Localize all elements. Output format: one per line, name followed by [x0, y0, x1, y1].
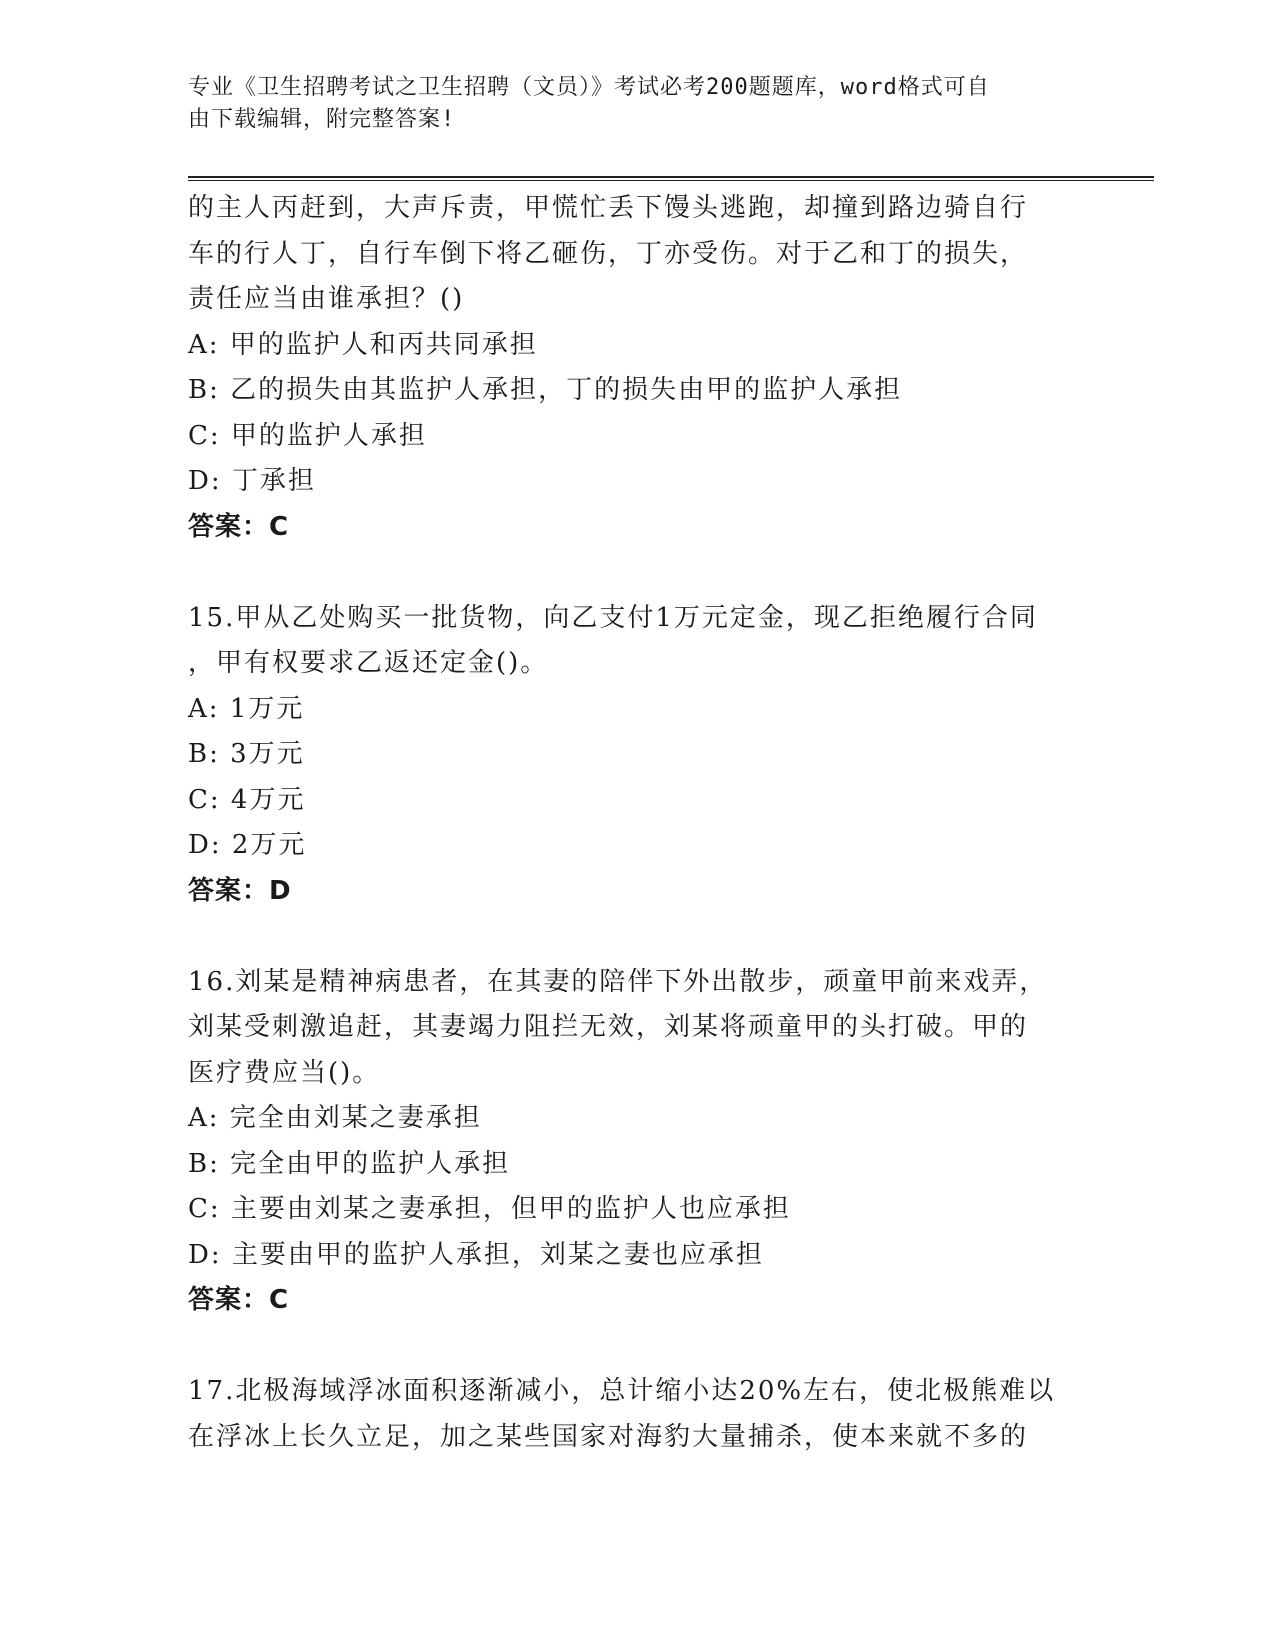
option-d: D: 主要由甲的监护人承担，刘某之妻也应承担	[188, 1239, 764, 1270]
option-b: B: 3万元	[188, 739, 305, 769]
question-content	[188, 186, 1088, 1460]
header-line-2: 由下载编辑，附完整答案!	[188, 107, 456, 132]
option-a: A: 完全由刘某之妻承担	[188, 1103, 482, 1133]
question-14	[188, 186, 1088, 550]
question-text-line: ，甲有权要求乙返还定金()。	[188, 648, 549, 678]
header-divider	[188, 176, 1154, 181]
question-text-line: 17.北极海域浮冰面积逐渐减小，总计缩小达20%左右，使北极熊难以	[188, 1376, 1056, 1406]
question-text-line: 16.刘某是精神病患者，在其妻的陪伴下外出散步，顽童甲前来戏弄，	[188, 966, 1048, 997]
question-text-line: 医疗费应当()。	[188, 1057, 381, 1088]
question-text-line: 车的行人丁，自行车倒下将乙砸伤，丁亦受伤。对于乙和丁的损失，	[188, 238, 1029, 269]
question-text-line: 在浮冰上长久立足，加之某些国家对海豹大量捕杀，使本来就不多的	[188, 1421, 1029, 1452]
option-c: C: 甲的监护人承担	[188, 420, 427, 451]
question-15	[188, 596, 1088, 915]
question-text-line: 刘某受刺激追赶，其妻竭力阻拦无效，刘某将顽童甲的头打破。甲的	[188, 1012, 1029, 1042]
question-text-line: 15.甲从乙处购买一批货物，向乙支付1万元定金，现乙拒绝履行合同	[188, 602, 1038, 633]
question-spacer	[188, 914, 1088, 960]
question-spacer	[188, 1324, 1088, 1370]
question-spacer	[188, 550, 1088, 596]
option-a: A: 1万元	[188, 693, 305, 724]
answer-line: 答案：C	[188, 511, 290, 542]
option-a: A: 甲的监护人和丙共同承担	[188, 329, 538, 360]
option-c: C: 4万元	[188, 784, 306, 815]
option-b: B: 乙的损失由其监护人承担，丁的损失由甲的监护人承担	[188, 375, 903, 405]
option-d: D: 2万元	[188, 830, 307, 860]
header-line-1: 专业《卫生招聘考试之卫生招聘（文员）》考试必考200题题库，word格式可自	[188, 75, 990, 100]
answer-line: 答案：D	[188, 875, 292, 906]
page-header	[188, 72, 1068, 136]
option-d: D: 丁承担	[188, 466, 316, 496]
question-16	[188, 960, 1088, 1324]
question-text-line: 的主人丙赶到，大声斥责，甲慌忙丢下馒头逃跑，却撞到路边骑自行	[188, 193, 1029, 223]
option-b: B: 完全由甲的监护人承担	[188, 1148, 511, 1179]
question-17	[188, 1369, 1088, 1460]
option-c: C: 主要由刘某之妻承担，但甲的监护人也应承担	[188, 1194, 791, 1224]
question-text-line: 责任应当由谁承担？()	[188, 284, 465, 314]
answer-line: 答案：C	[188, 1285, 290, 1315]
